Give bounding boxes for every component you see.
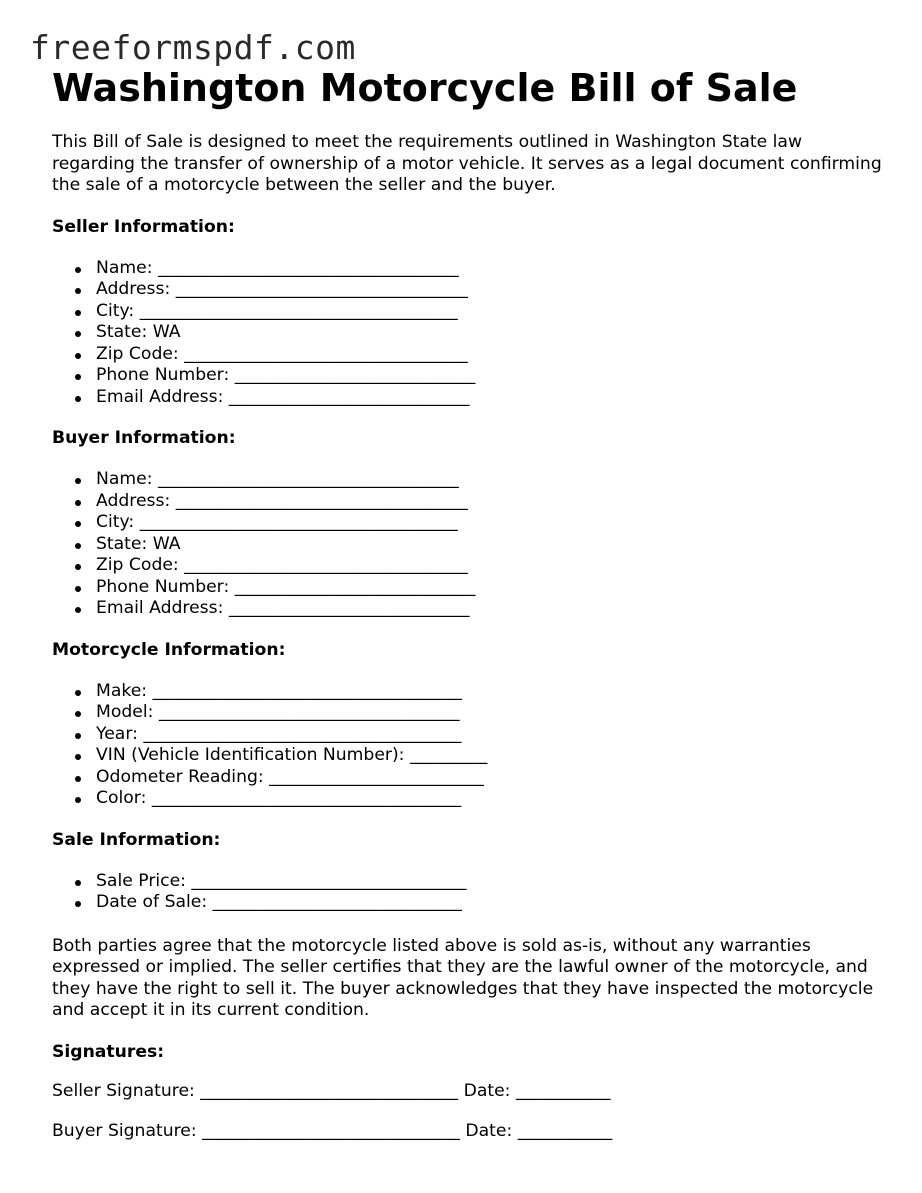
- buyer-state-field: State: WA: [96, 534, 882, 556]
- motorcycle-heading: Motorcycle Information:: [52, 639, 286, 660]
- buyer-zip-field[interactable]: Zip Code: _________________________________: [96, 555, 882, 577]
- signature-block: [52, 1081, 882, 1143]
- sale-fields: [52, 871, 882, 914]
- motorcycle-color-field[interactable]: Color: ____________________________________: [96, 788, 882, 810]
- sale-price-field[interactable]: Sale Price: ________________________________: [96, 871, 882, 893]
- document-page: [52, 66, 882, 1142]
- seller-zip-field[interactable]: Zip Code: _________________________________: [96, 344, 882, 366]
- buyer-phone-field[interactable]: Phone Number: ____________________________: [96, 577, 882, 599]
- buyer-fields: [52, 469, 882, 620]
- motorcycle-make-field[interactable]: Make: ____________________________________: [96, 681, 882, 703]
- watermark-logo: freeformspdf.com: [30, 28, 356, 67]
- motorcycle-model-field[interactable]: Model: ___________________________________: [96, 702, 882, 724]
- buyer-signature-line[interactable]: Buyer Signature: ______________________________ Date: ___________: [52, 1120, 613, 1141]
- buyer-heading: Buyer Information:: [52, 428, 236, 448]
- sale-date-field[interactable]: Date of Sale: _____________________________: [96, 892, 882, 914]
- buyer-email-field[interactable]: Email Address: ____________________________: [96, 598, 882, 620]
- intro-paragraph: This Bill of Sale is designed to meet the requirements outlined in Washington State law regarding the transfer of ownership of a motor vehicle. It serves as a legal document confirming the sale of a motorcycle between the seller and the buyer.: [52, 132, 882, 195]
- seller-address-field[interactable]: Address: __________________________________: [96, 279, 882, 301]
- motorcycle-vin-field[interactable]: VIN (Vehicle Identification Number): _________: [96, 745, 882, 767]
- seller-fields: [52, 258, 882, 409]
- signatures-heading: Signatures:: [52, 1041, 165, 1062]
- buyer-name-field[interactable]: Name: ___________________________________: [96, 469, 882, 491]
- seller-name-field[interactable]: Name: ___________________________________: [96, 258, 882, 280]
- motorcycle-fields: [52, 681, 882, 810]
- motorcycle-odometer-field[interactable]: Odometer Reading: _________________________: [96, 767, 882, 789]
- seller-email-field[interactable]: Email Address: ____________________________: [96, 387, 882, 409]
- seller-signature-line[interactable]: Seller Signature: ______________________________ Date: ___________: [52, 1080, 611, 1101]
- seller-city-field[interactable]: City: _____________________________________: [96, 301, 882, 323]
- page-title: Washington Motorcycle Bill of Sale: [52, 66, 798, 110]
- motorcycle-year-field[interactable]: Year: _____________________________________: [96, 724, 882, 746]
- sale-heading: Sale Information:: [52, 829, 221, 850]
- buyer-city-field[interactable]: City: _____________________________________: [96, 512, 882, 534]
- seller-phone-field[interactable]: Phone Number: ____________________________: [96, 365, 882, 387]
- agreement-paragraph: Both parties agree that the motorcycle listed above is sold as-is, without any warranties expressed or implied. The seller certifies that they are the lawful owner of the motorcycle, and they have the right to sell it. The buyer acknowledges that they have inspected the motorcycle and accept it in its current condition.: [52, 935, 874, 1020]
- seller-state-field: State: WA: [96, 322, 882, 344]
- seller-heading: Seller Information:: [52, 216, 235, 237]
- buyer-address-field[interactable]: Address: __________________________________: [96, 491, 882, 513]
